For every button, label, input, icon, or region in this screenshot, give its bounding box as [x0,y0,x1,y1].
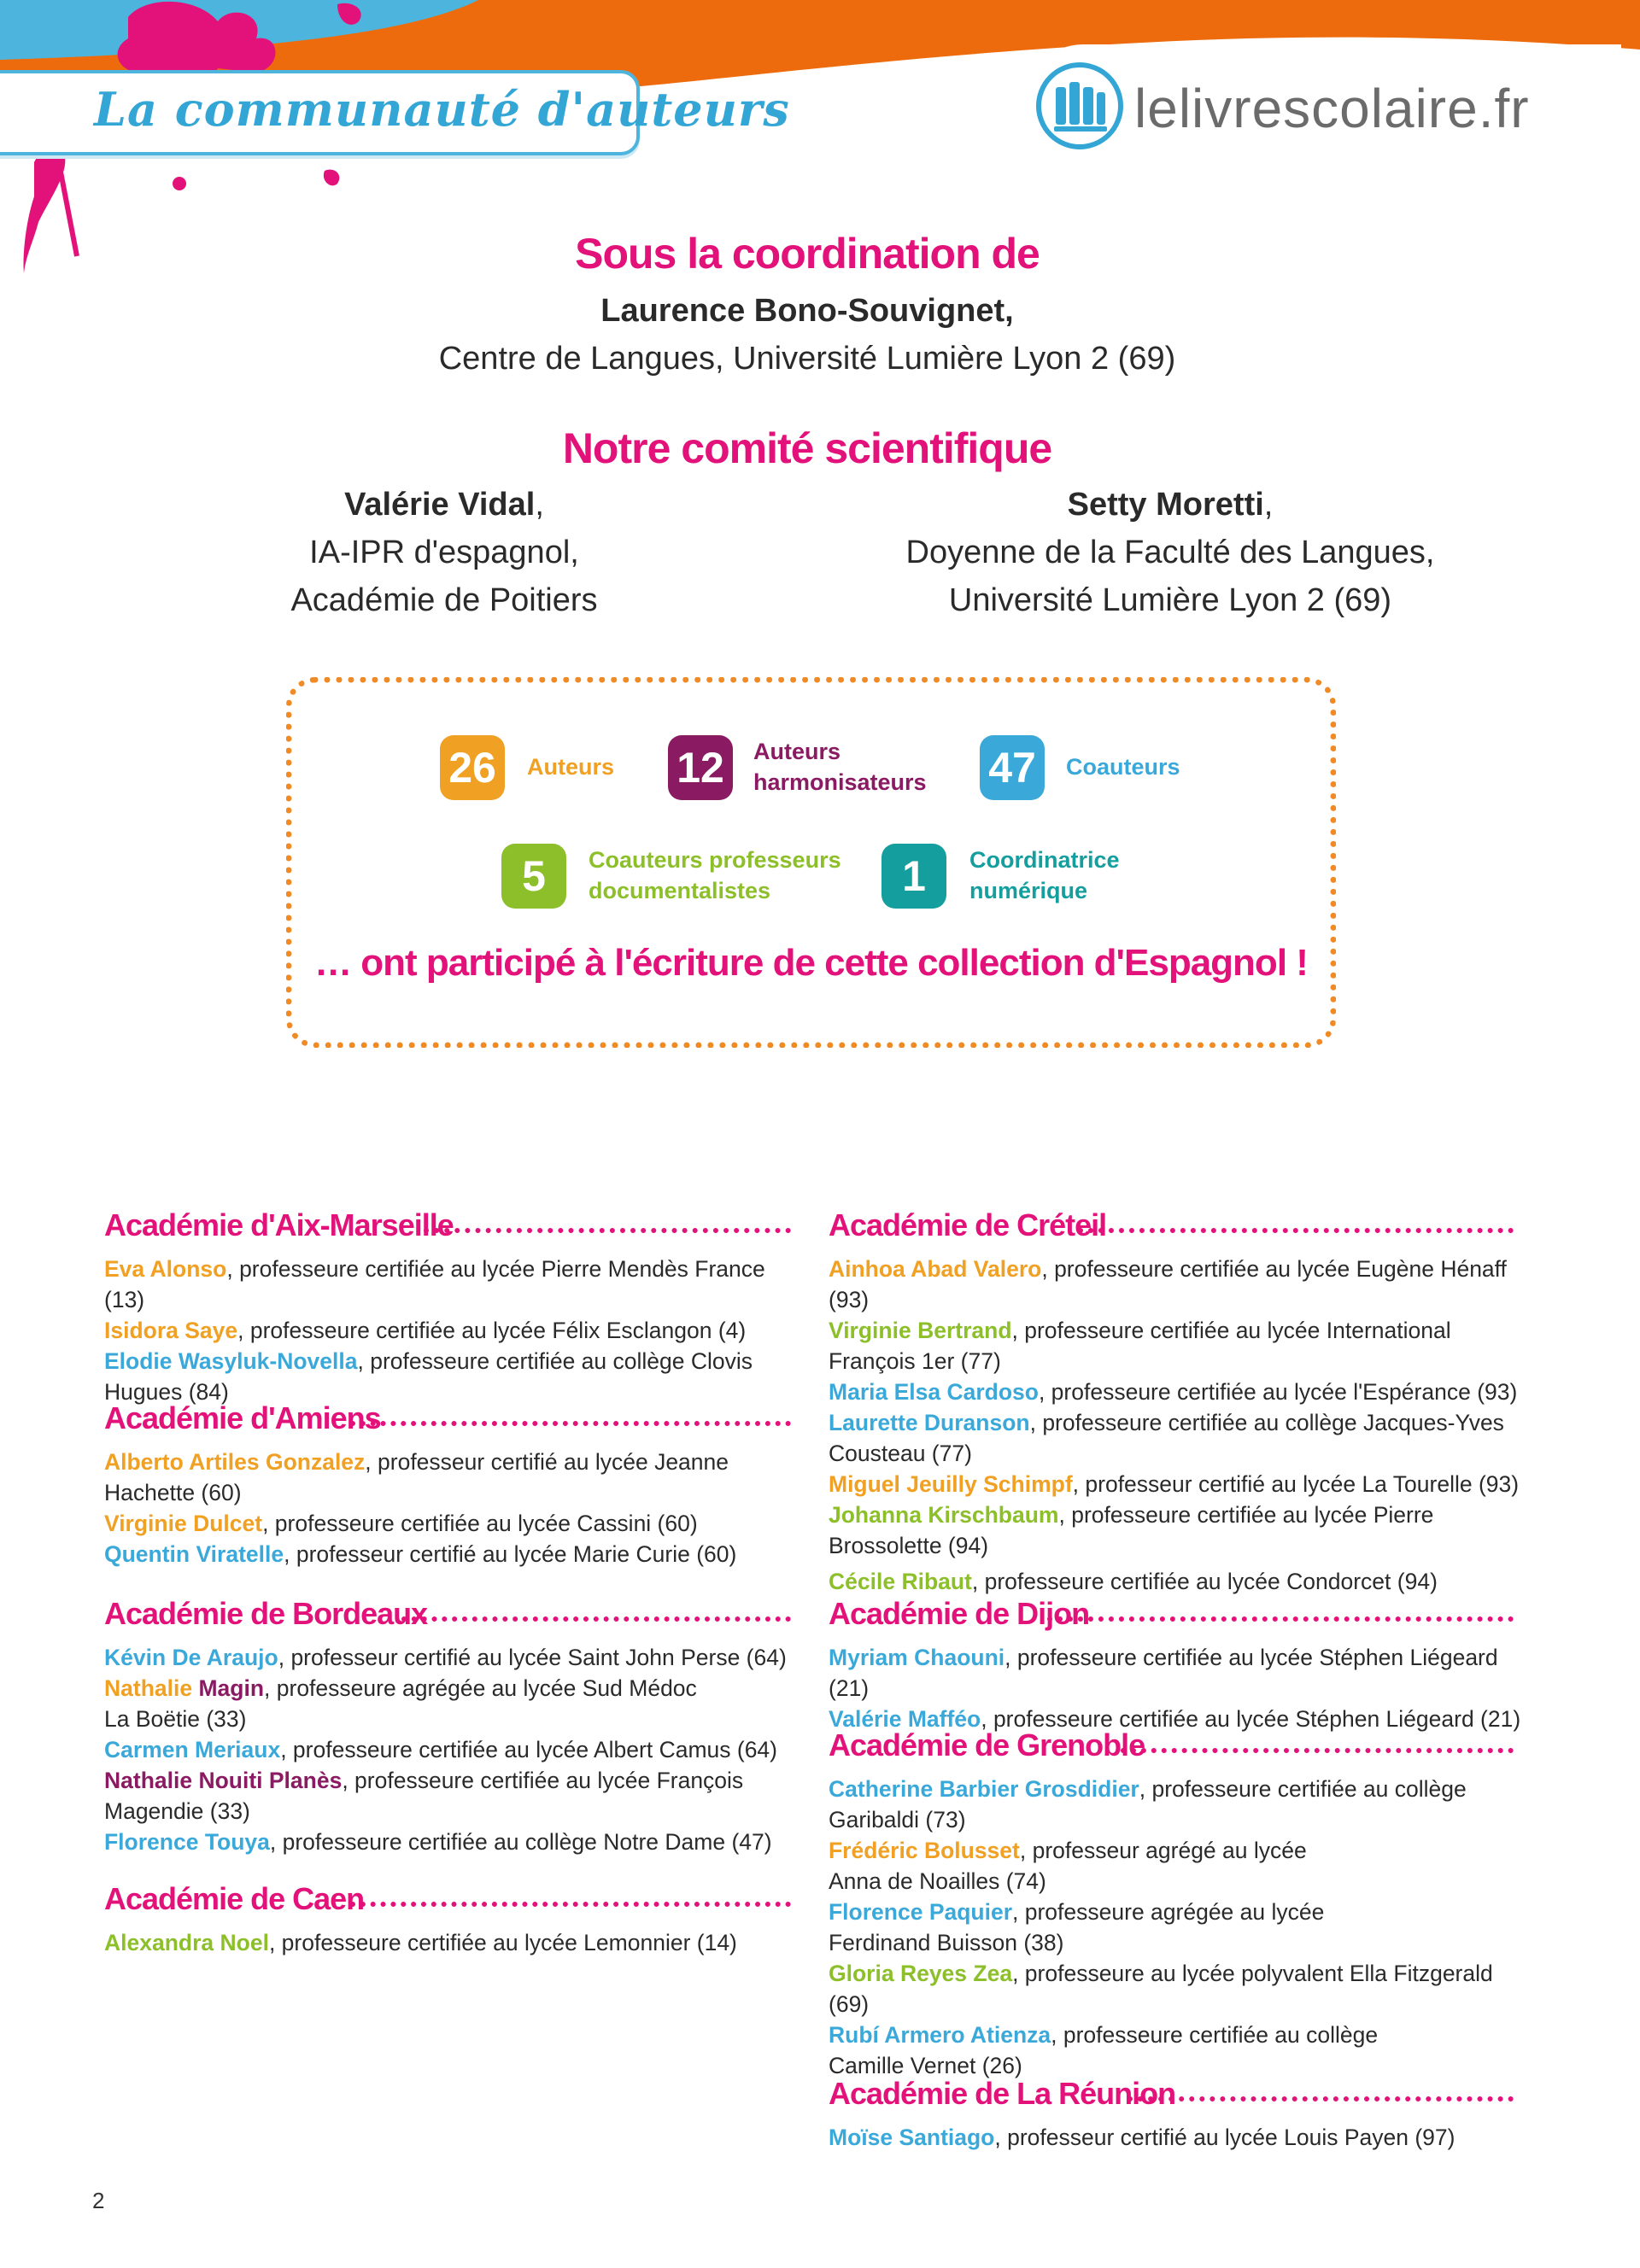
list-item: Laurette Duranson, professeure certifiée au collège Jacques-Yves Cousteau (77) [829,1410,1504,1466]
list-item: Johanna Kirschbaum, professeure certifiée au lycée Pierre Brossolette (94) [829,1502,1434,1558]
committee-member-2: Setty Moretti, Doyenne de la Faculté des Langues, Université Lumière Lyon 2 (69) [905,487,1435,618]
academy-title-dijon: Académie de Dijon [829,1596,1090,1631]
list-item: Kévin De Araujo, professeur certifié au lycée Saint John Perse (64) [104,1645,787,1670]
stat-documentalists-number: 5 [501,844,566,909]
academy-divider [1047,1616,1514,1622]
academy-divider [401,1616,791,1622]
list-item: Alberto Artiles Gonzalez, professeur certifié au lycée Jeanne Hachette (60) [104,1449,729,1505]
list-item: Alexandra Noel, professeure certifiée au lycée Lemonnier (14) [104,1930,737,1955]
stat-documentalists-label: Coauteurs professeurs documentalistes [589,847,841,903]
coordinator-affiliation: Centre de Langues, Université Lumière Lyon 2 (69) [438,341,1176,377]
list-item: Maria Elsa Cardoso, professeure certifiée au lycée l'Espérance (93) [829,1379,1518,1405]
academy-title-amiens: Académie d'Amiens [104,1400,381,1435]
list-item: Elodie Wasyluk-Novella, professeure certifiée au collège Clovis Hugues (84) [104,1348,753,1405]
list-item: Isidora Saye, professeure certifiée au lycée Félix Esclangon (4) [104,1318,747,1343]
academy-list-bordeaux [104,1642,805,1857]
list-item: Gloria Reyes Zea, professeure au lycée polyvalent Ella Fitzgerald (69) [829,1961,1493,2017]
stat-digital-coordinator-number: 1 [882,844,946,909]
stat-harmonizers-number: 12 [668,735,733,800]
academy-list-la-reunion [829,2122,1529,2153]
list-item: Rubí Armero Atienza, professeure certifiée au collège Camille Vernet (26) [829,2022,1379,2078]
section-title: La communauté d'auteurs [94,82,790,137]
list-item: Florence Touya, professeure certifiée au collège Notre Dame (47) [104,1829,772,1855]
list-item: Frédéric Bolusset, professeur agrégé au lycée Anna de Noailles (74) [829,1838,1307,1894]
list-item: Ainhoa Abad Valero, professeure certifiée au lycée Eugène Hénaff (93) [829,1256,1507,1312]
academy-title-la-reunion: Académie de La Réunion [829,2076,1176,2111]
list-item: Myriam Chaouni, professeure certifiée au lycée Stéphen Liégeard (21) [829,1645,1498,1701]
stats-tagline: … ont participé à l'écriture de cette collection d'Espagnol ! [314,942,1308,984]
list-item: Valérie Mafféo, professeure certifiée au lycée Stéphen Liégeard (21) [829,1706,1521,1732]
list-item: Carmen Meriaux, professeure certifiée au lycée Albert Camus (64) [104,1737,777,1762]
committee-title: Notre comité scientifique [562,424,1052,472]
list-item: Virginie Dulcet, professeure certifiée au lycée Cassini (60) [104,1511,698,1536]
academy-divider [350,1421,791,1426]
academy-list-dijon [829,1642,1529,1734]
list-item: Catherine Barbier Grosdidier, professeure certifiée au collège Garibaldi (73) [829,1776,1467,1833]
books-logo-icon [1035,61,1124,150]
stat-authors-number: 26 [440,735,505,800]
list-item: Eva Alonso, professeure certifiée au lycée Pierre Mendès France (13) [104,1256,765,1312]
logo-text: lelivrescolaire.fr [1134,78,1530,139]
list-item: Miguel Jeuilly Schimpf, professeur certifié au lycée La Tourelle (93) [829,1471,1520,1497]
stat-digital-coordinator-label: Coordinatrice numérique [969,847,1120,903]
academy-list-aix-marseille [104,1254,805,1407]
academy-divider [350,1902,791,1907]
academy-divider [1121,1748,1514,1753]
academy-title-creteil: Académie de Créteil [829,1207,1107,1242]
academy-title-grenoble: Académie de Grenoble [829,1727,1145,1762]
academy-list-amiens [104,1447,805,1569]
stat-coauthors-number: 47 [980,735,1045,800]
list-item: Moïse Santiago, professeur certifié au lycée Louis Payen (97) [829,2125,1456,2150]
academy-title-caen: Académie de Caen [104,1881,365,1916]
stat-coauthors-label: Coauteurs [1066,754,1180,780]
coordinator-name: Laurence Bono-Souvignet, [600,293,1014,329]
academy-title-aix-marseille: Académie d'Aix-Marseille [104,1207,454,1242]
stat-harmonizers-label: Auteurs harmonisateurs [753,739,927,795]
page-number: 2 [92,2188,105,2213]
academy-divider [1128,2096,1514,2101]
academy-divider [424,1228,791,1233]
committee-member-1: Valérie Vidal, IA-IPR d'espagnol, Académie de Poitiers [290,487,598,618]
academy-list-grenoble [829,1774,1529,2081]
list-item: Quentin Viratelle, professeur certifié au lycée Marie Curie (60) [104,1541,737,1567]
coordination-title: Sous la coordination de [575,230,1040,278]
academy-title-bordeaux: Académie de Bordeaux [104,1596,428,1631]
academy-list-creteil [829,1254,1529,1597]
list-item: Cécile Ribaut, professeure certifiée au lycée Condorcet (94) [829,1569,1438,1594]
academy-list-caen [104,1927,805,1958]
academy-divider [1078,1228,1514,1233]
stat-authors-label: Auteurs [527,754,615,780]
list-item: Nathalie Magin, professeure agrégée au lycée Sud Médoc La Boëtie (33) [104,1675,697,1732]
list-item: Virginie Bertrand, professeure certifiée au lycée International François 1er (77) [829,1318,1451,1374]
list-item: Nathalie Nouiti Planès, professeure certifiée au lycée François Magendie (33) [104,1768,744,1824]
list-item: Florence Paquier, professeure agrégée au lycée Ferdinand Buisson (38) [829,1899,1325,1955]
